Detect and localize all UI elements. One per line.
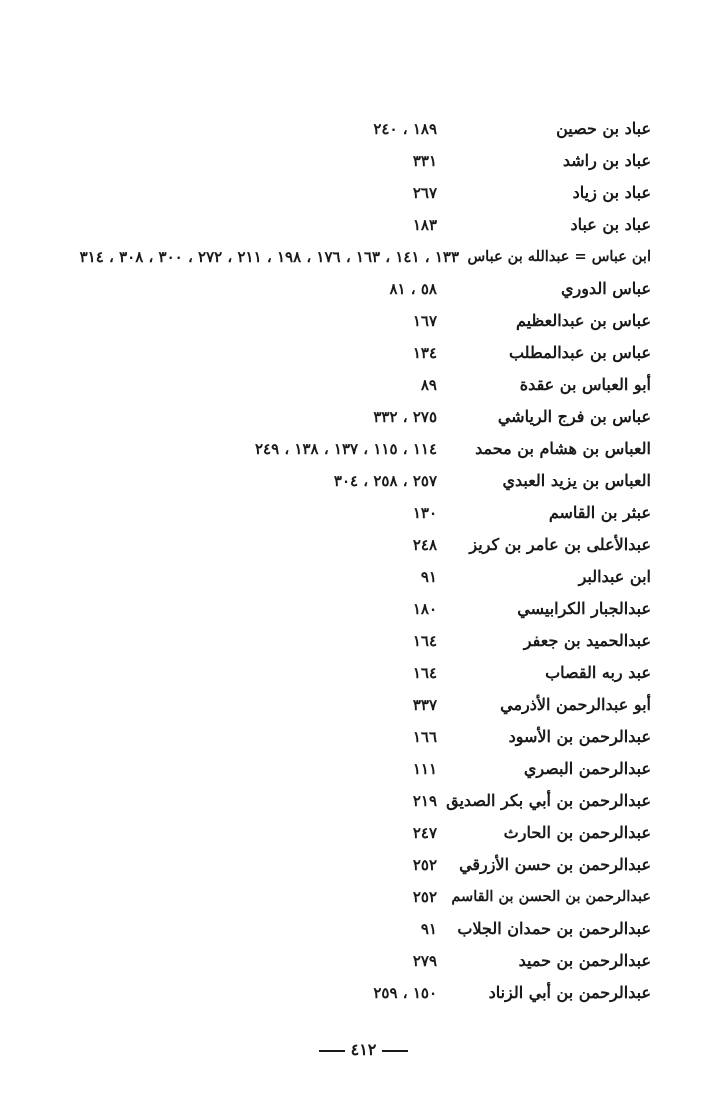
entry-name: عبدالرحمن بن أبي بكر الصديق [446, 791, 651, 810]
index-entry [0, 753, 727, 785]
entry-name: عبدالرحمن بن الحارث [503, 823, 651, 842]
entry-name: عباس الدوري [560, 279, 651, 298]
entry-page-numbers: ٢٤٨ [412, 536, 437, 554]
index-entry [0, 113, 727, 145]
index-entry [0, 721, 727, 753]
entry-page-numbers: ٨٩ [420, 376, 437, 394]
index-entry [0, 369, 727, 401]
entry-page-numbers: ١١١ [412, 760, 437, 778]
index-entry [0, 401, 727, 433]
entry-name: عبدالرحمن بن الحسن بن القاسم [451, 888, 651, 905]
entry-page-numbers: ١٣٣ ، ١٤١ ، ١٦٣ ، ١٧٦ ، ١٩٨ ، ٢١١ ، ٢٧٢ ، ٣٠٠ ، ٣٠٨ ، ٣١٤ [79, 248, 459, 266]
entry-page-numbers: ٢٧٩ [412, 952, 437, 970]
entry-page-numbers: ١٣٤ [412, 344, 437, 362]
entry-page-numbers: ١٦٤ [412, 664, 437, 682]
entry-page-numbers: ١٣٠ [412, 504, 437, 522]
index-entry [0, 209, 727, 241]
index-entry [0, 881, 727, 913]
index-entry [0, 945, 727, 977]
index-entry [0, 465, 727, 497]
entry-name: العباس بن يزيد العبدي [502, 471, 651, 490]
footer-dash-right [382, 1050, 408, 1052]
entry-name: عبدالرحمن بن حمدان الجلاب [457, 919, 651, 938]
entry-name: عباد بن زياد [572, 183, 651, 202]
entry-name: أبو العباس بن عقدة [519, 375, 651, 394]
entry-name: ابن عباس = عبدالله بن عباس [467, 248, 651, 265]
entry-page-numbers: ٢٥٧ ، ٢٥٨ ، ٣٠٤ [333, 472, 437, 490]
entry-page-numbers: ٣٣٧ [412, 696, 437, 714]
index-entry [0, 497, 727, 529]
entry-name: العباس بن هشام بن محمد [475, 439, 651, 458]
entry-name: عبثر بن القاسم [548, 503, 651, 522]
entry-page-numbers: ١٦٤ [412, 632, 437, 650]
index-entry [0, 433, 727, 465]
index-entries-list [0, 113, 727, 1009]
footer-dash-left [319, 1050, 345, 1052]
entry-page-numbers: ٢٥٢ [412, 888, 437, 906]
page-number: ٤١٢ [350, 1040, 377, 1059]
entry-name: عبدالجبار الكرابيسي [517, 599, 651, 618]
index-entry [0, 593, 727, 625]
entry-name: عباد بن راشد [562, 151, 651, 170]
index-entry [0, 625, 727, 657]
entry-page-numbers: ١٦٧ [412, 312, 437, 330]
index-entry [0, 913, 727, 945]
entry-page-numbers: ٩١ [420, 920, 437, 938]
index-entry [0, 817, 727, 849]
entry-page-numbers: ١٨٠ [412, 600, 437, 618]
entry-page-numbers: ١٥٠ ، ٢٥٩ [373, 984, 437, 1002]
entry-name: عباد بن عباد [570, 215, 651, 234]
entry-name: أبو عبدالرحمن الأذرمي [500, 695, 651, 714]
index-entry [0, 689, 727, 721]
page-footer [0, 1040, 727, 1059]
entry-name: عباس بن عبدالعظيم [516, 311, 651, 330]
entry-name: عبدالحميد بن جعفر [523, 631, 651, 650]
index-entry [0, 785, 727, 817]
entry-page-numbers: ١٨٩ ، ٢٤٠ [373, 120, 437, 138]
entry-name: عباس بن فرج الرياشي [497, 407, 651, 426]
entry-name: عبدالرحمن بن حسن الأزرقي [459, 855, 651, 874]
index-entry [0, 849, 727, 881]
entry-page-numbers: ٥٨ ، ٨١ [389, 280, 437, 298]
index-entry [0, 337, 727, 369]
entry-page-numbers: ١٦٦ [412, 728, 437, 746]
index-entry [0, 177, 727, 209]
entry-name: عبد ربه القصاب [545, 663, 651, 682]
index-entry [0, 145, 727, 177]
index-entry [0, 273, 727, 305]
index-entry [0, 529, 727, 561]
entry-name: ابن عبدالبر [578, 567, 651, 586]
entry-name: عبدالرحمن بن أبي الزناد [488, 983, 651, 1002]
entry-page-numbers: ٢٥٢ [412, 856, 437, 874]
index-entry [0, 241, 727, 273]
entry-name: عبدالرحمن البصري [523, 759, 651, 778]
entry-page-numbers: ٢٤٧ [412, 824, 437, 842]
entry-page-numbers: ٩١ [420, 568, 437, 586]
index-entry [0, 305, 727, 337]
entry-name: عبدالرحمن بن حميد [518, 951, 651, 970]
entry-name: عباس بن عبدالمطلب [508, 343, 651, 362]
index-entry [0, 561, 727, 593]
entry-page-numbers: ٢١٩ [412, 792, 437, 810]
entry-name: عبدالأعلى بن عامر بن كريز [469, 535, 651, 554]
entry-page-numbers: ٢٦٧ [412, 184, 437, 202]
index-entry [0, 977, 727, 1009]
entry-page-numbers: ١١٤ ، ١١٥ ، ١٣٧ ، ١٣٨ ، ٢٤٩ [254, 440, 437, 458]
entry-name: عباد بن حصين [556, 119, 651, 138]
entry-page-numbers: ٣٣١ [412, 152, 437, 170]
entry-page-numbers: ٢٧٥ ، ٣٣٢ [373, 408, 437, 426]
index-entry [0, 657, 727, 689]
entry-page-numbers: ١٨٣ [412, 216, 437, 234]
entry-name: عبدالرحمن بن الأسود [508, 727, 651, 746]
